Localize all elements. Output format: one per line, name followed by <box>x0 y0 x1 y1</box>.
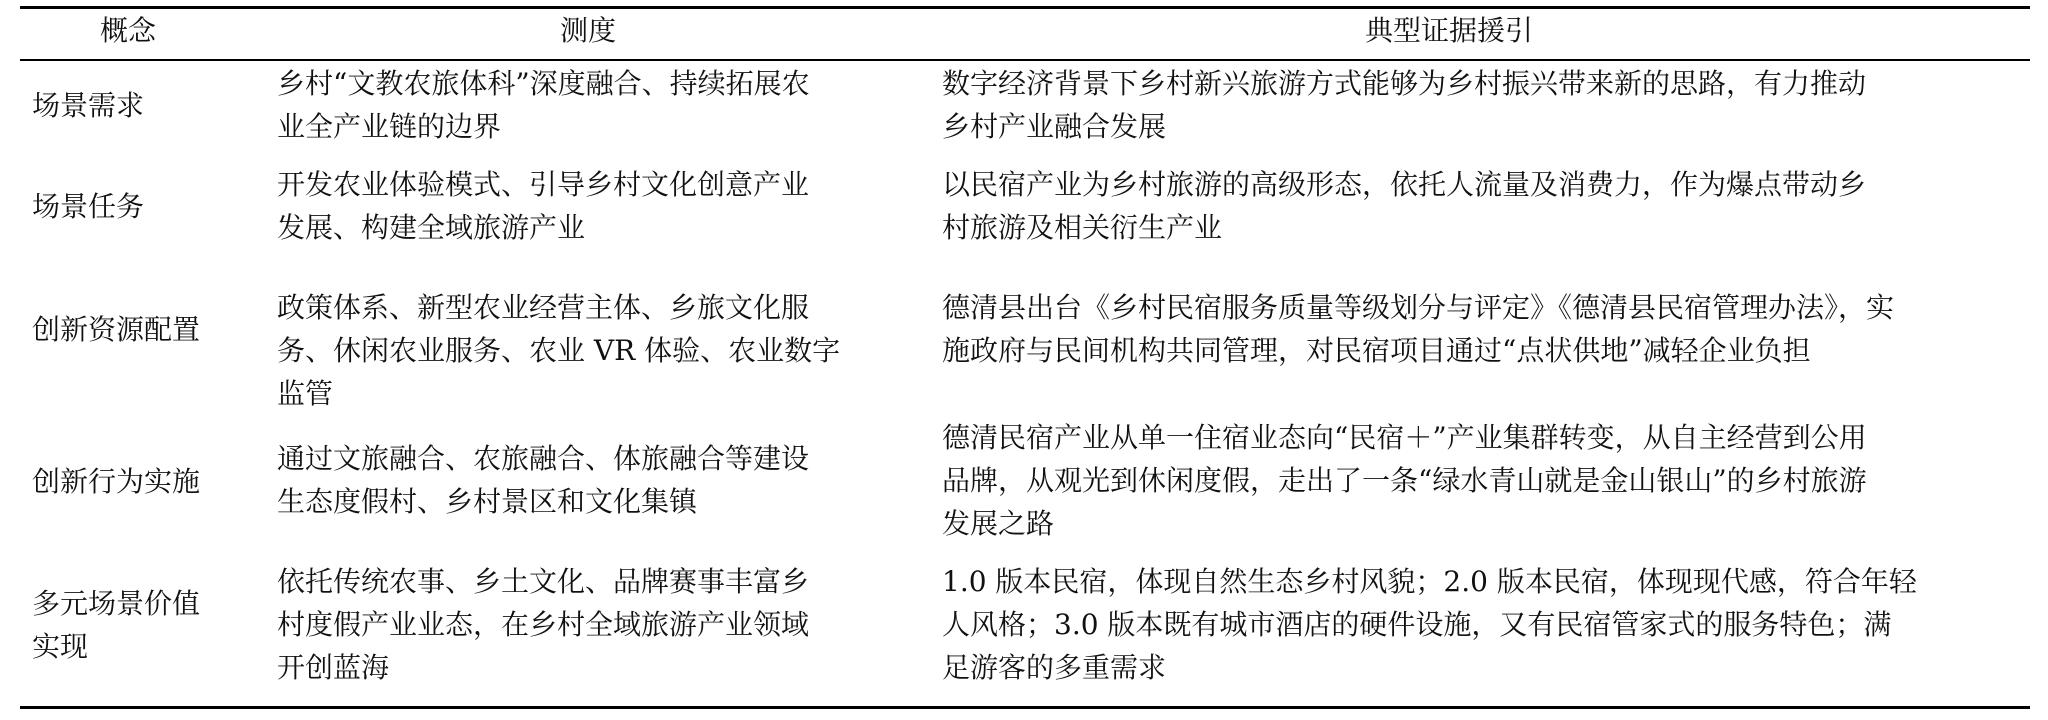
row-4-evidence-line-2: 品牌，从观光到休闲度假，走出了一条“绿水青山就是金山银山”的乡村旅游 <box>942 464 1867 497</box>
row-3-measure-line-1: 政策体系、新型农业经营主体、乡旅文化服 <box>277 291 810 324</box>
row-5-evidence-line-2: 人风格；3.0 版本既有城市酒店的硬件设施，又有民宿管家式的服务特色；满 <box>942 608 1892 641</box>
row-5-evidence-line-1: 1.0 版本民宿，体现自然生态乡村风貌；2.0 版本民宿，体现现代感，符合年轻 <box>942 565 1917 598</box>
row-2-evidence <box>942 163 1866 249</box>
row-5-measure <box>277 560 809 689</box>
header-concept: 概念 <box>100 14 157 47</box>
row-1-concept-line: 场景需求 <box>32 89 145 122</box>
row-4-concept-line: 创新行为实施 <box>32 465 201 498</box>
row-3-measure-line-2: 务、休闲农业服务、农业 VR 体验、农业数字 <box>277 334 841 367</box>
row-2-concept <box>32 185 144 228</box>
row-4-measure <box>277 437 809 523</box>
row-1-measure-line-1: 乡村“文教农旅体科”深度融合、持续拓展农 <box>277 67 810 100</box>
row-1-measure-line-2: 业全产业链的边界 <box>277 110 502 143</box>
row-5-measure-line-1: 依托传统农事、乡土文化、品牌赛事丰富乡 <box>277 565 810 598</box>
row-5-measure-line-3: 开创蓝海 <box>277 651 390 684</box>
row-3-concept-line: 创新资源配置 <box>32 313 201 346</box>
row-4-measure-line-1: 通过文旅融合、农旅融合、体旅融合等建设 <box>277 442 810 475</box>
row-2-measure-line-2: 发展、构建全域旅游产业 <box>277 211 586 244</box>
row-1-evidence-line-2: 乡村产业融合发展 <box>942 110 1167 143</box>
row-2-evidence-line-1: 以民宿产业为乡村旅游的高级形态，依托人流量及消费力，作为爆点带动乡 <box>942 168 1867 201</box>
concept-table <box>20 0 2030 720</box>
header-evidence: 典型证据援引 <box>1365 14 1534 47</box>
row-2-measure <box>277 163 809 249</box>
row-1-measure <box>277 62 810 148</box>
row-4-evidence-line-3: 发展之路 <box>942 507 1055 540</box>
row-2-measure-line-1: 开发农业体验模式、引导乡村文化创意产业 <box>277 168 810 201</box>
row-1-concept <box>32 84 144 127</box>
row-5-evidence <box>942 560 1917 689</box>
row-3-measure <box>277 286 840 415</box>
row-4-evidence <box>942 416 1867 545</box>
row-1-evidence-line-1: 数字经济背景下乡村新兴旅游方式能够为乡村振兴带来新的思路，有力推动 <box>942 67 1867 100</box>
row-5-concept-line-2: 实现 <box>32 630 89 663</box>
header-measure: 测度 <box>560 14 617 47</box>
row-3-concept <box>32 308 200 351</box>
table-top-rule <box>20 6 2030 9</box>
table-bottom-rule <box>20 706 2030 709</box>
row-3-evidence <box>942 286 1894 372</box>
row-1-evidence <box>942 62 1866 148</box>
row-2-concept-line: 场景任务 <box>32 190 145 223</box>
row-5-concept-line-1: 多元场景价值 <box>32 587 201 620</box>
row-2-evidence-line-2: 村旅游及相关衍生产业 <box>942 211 1223 244</box>
row-3-evidence-line-1: 德清县出台《乡村民宿服务质量等级划分与评定》《德清县民宿管理办法》，实 <box>942 291 1895 324</box>
row-5-evidence-line-3: 足游客的多重需求 <box>942 651 1167 684</box>
table-header-rule <box>20 59 2030 61</box>
row-5-concept <box>32 582 200 668</box>
row-3-evidence-line-2: 施政府与民间机构共同管理，对民宿项目通过“点状供地”减轻企业负担 <box>942 334 1811 367</box>
row-4-concept <box>32 460 200 503</box>
row-3-measure-line-3: 监管 <box>277 377 334 410</box>
row-4-measure-line-2: 生态度假村、乡村景区和文化集镇 <box>277 485 698 518</box>
row-5-measure-line-2: 村度假产业业态，在乡村全域旅游产业领域 <box>277 608 810 641</box>
row-4-evidence-line-1: 德清民宿产业从单一住宿业态向“民宿＋”产业集群转变，从自主经营到公用 <box>942 421 1867 454</box>
